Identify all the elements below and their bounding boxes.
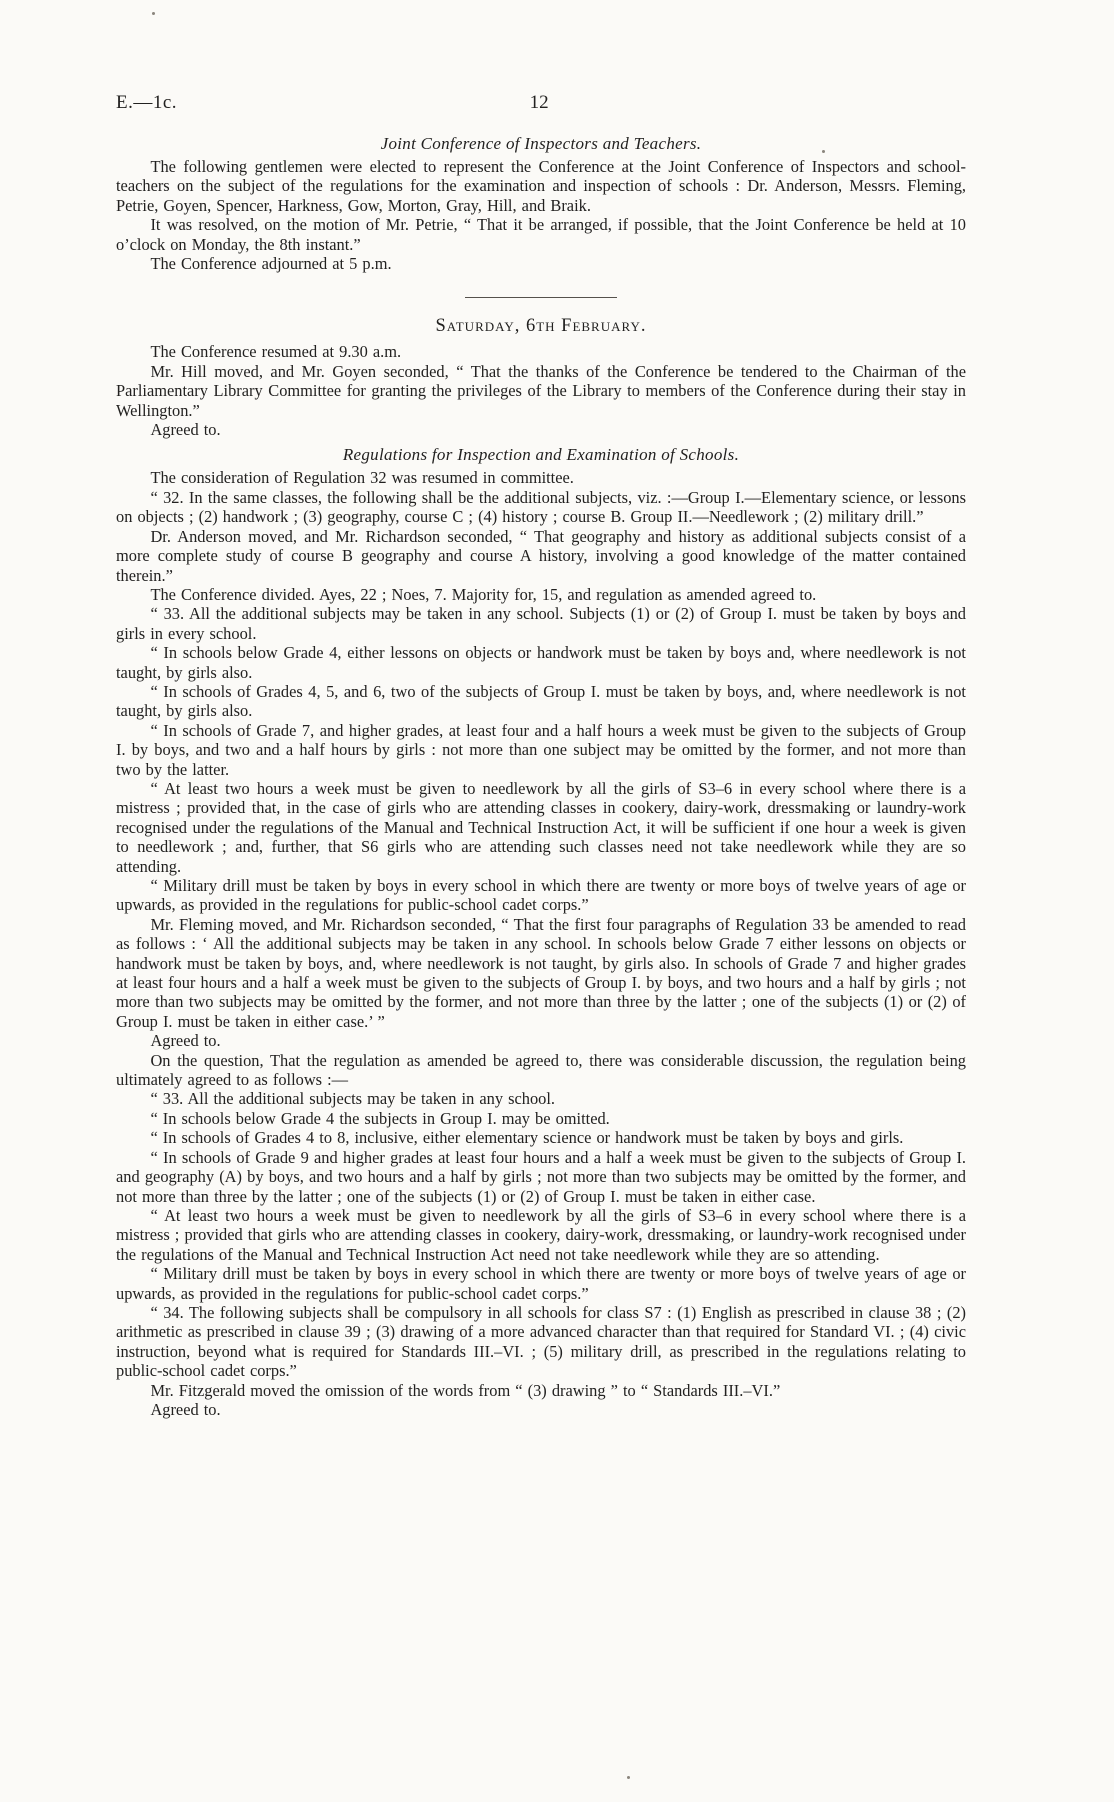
paragraph: Agreed to.	[150, 420, 221, 440]
paragraph: “ At least two hours a week must be given to needlework by all the girls of S3–6 in every school where there is a mistress ; provided that, in the case of girls who are attending classes in cookery, dairy-work, dressmaking or laundry-work recognised under the regulations of the Manual and Technical Instruction Act, it will be sufficient if one hour a week is given to needlework ; and, further, that S6 girls who are attending such classes need not take needlework while they are so attending.	[116, 778, 966, 876]
paragraph: “ In schools of Grades 4, 5, and 6, two of the subjects of Group I. must be taken by boys, and, where needlework is not taught, by girls also.	[116, 681, 966, 721]
conference-section-title: Joint Conference of Inspectors and Teachers.	[380, 134, 702, 153]
paragraph: “ At least two hours a week must be given to needlework by all the girls of S3–6 in every school where there is a mistress ; provided that girls who are attending classes in cookery, dairy-work, dressmaking, or laundry-work recognised under the regulations of the Manual and Technical Instruction Act need not take needlework while they are so attending.	[116, 1205, 966, 1264]
paragraph: Mr. Fleming moved, and Mr. Richardson seconded, “ That the first four paragraphs of Regulation 33 be amended to read as follows : ‘ All the additional subjects may be taken in any school. In schools below Grade 7 either lessons on objects or handwork must be taken by boys, and, where needlework is not taught, by girls also. In schools of Grade 7 and higher grades at least four hours and a half a week must be given to the subjects of Group I. by boys, and two hours and a half by girls ; not more than two subjects may be omitted by the former, and not more than three by the latter ; one of the subjects (1) or (2) of Group I. must be taken in either case.’ ”	[116, 914, 966, 1031]
document-reference: E.—1c.	[116, 92, 178, 113]
paragraph: “ 33. All the additional subjects may be taken in any school. Subjects (1) or (2) of Group I. must be taken by boys and girls in every school.	[116, 604, 966, 643]
saturday-session-heading: Saturday, 6th February.	[435, 316, 647, 337]
paragraph: “ Military drill must be taken by boys in every school in which there are twenty or more boys of twelve years of age or upwards, as provided in the regulations for public-school cadet corps.”	[116, 1264, 966, 1303]
paragraph: The Conference divided. Ayes, 22 ; Noes, 7. Majority for, 15, and regulation as amended agreed to.	[150, 584, 817, 604]
paragraph: The Conference adjourned at 5 p.m.	[150, 254, 392, 274]
paragraph: “ 33. All the additional subjects may be taken in any school.	[150, 1089, 556, 1109]
paragraph: The consideration of Regulation 32 was resumed in committee.	[150, 468, 574, 488]
section-divider	[465, 297, 617, 298]
paragraph: Dr. Anderson moved, and Mr. Richardson seconded, “ That geography and history as additional subjects consist of a more complete study of course B geography and course A history, involving a good knowledge of the matter contained therein.”	[116, 526, 966, 585]
scan-speck	[152, 12, 155, 15]
paragraph: “ In schools below Grade 4, either lessons on objects or handwork must be taken by boys and, where needlework is not taught, by girls also.	[116, 643, 966, 682]
scan-speck	[822, 150, 825, 153]
paragraph: It was resolved, on the motion of Mr. Petrie, “ That it be arranged, if possible, that the Joint Conference be held at 10 o’clock on Monday, the 8th instant.”	[116, 215, 966, 254]
paragraph: “ In schools of Grades 4 to 8, inclusive, either elementary science or handwork must be taken by boys and girls.	[150, 1128, 904, 1148]
page-number: 12	[529, 92, 549, 113]
page-header	[116, 92, 966, 118]
paragraph: On the question, That the regulation as amended be agreed to, there was considerable discussion, the regulation being ultimately agreed to as follows :—	[116, 1050, 966, 1090]
paragraph: Agreed to.	[150, 1031, 221, 1051]
paragraph: “ In schools below Grade 4 the subjects in Group I. may be omitted.	[150, 1108, 610, 1128]
paragraph: The following gentlemen were elected to represent the Conference at the Joint Conference of Inspectors and school-teachers on the subject of the regulations for the examination and inspection of schools : Dr. Anderson, Messrs. Fleming, Petrie, Goyen, Spencer, Harkness, Gow, Morton, Gray, Hill, and Braik.	[116, 157, 966, 215]
paragraph: Agreed to.	[150, 1399, 221, 1419]
paragraph: The Conference resumed at 9.30 a.m.	[150, 342, 402, 362]
paragraph: “ 32. In the same classes, the following shall be the additional subjects, viz. :—Group I.—Elementary science, or lessons on objects ; (2) handwork ; (3) geography, course C ; (4) history ; course B. Group II.—Needlework ; (2) military drill.”	[116, 487, 966, 527]
paragraph: “ 34. The following subjects shall be compulsory in all schools for class S7 : (1) English as prescribed in clause 38 ; (2) arithmetic as prescribed in clause 39 ; (3) drawing of a more advanced character than that required for Standard VI. ; (4) civic instruction, beyond what is required for Standards III.–VI. ; (5) military drill, as prescribed in the regulations relating to public-school cadet corps.”	[116, 1302, 966, 1381]
paragraph: Mr. Fitzgerald moved the omission of the words from “ (3) drawing ” to “ Standards III.–VI.”	[150, 1380, 781, 1400]
paragraph: Mr. Hill moved, and Mr. Goyen seconded, “ That the thanks of the Conference be tendered to the Chairman of the Parliamentary Library Committee for granting the privileges of the Library to members of the Conference during their stay in Wellington.”	[116, 361, 966, 420]
paragraph: “ In schools of Grade 9 and higher grades at least four hours and a half a week must be given to the subjects of Group I. and geography (A) by boys, and two hours and a half by girls ; not more than two subjects may be omitted by the former, and not more than three by the latter ; one of the subjects (1) or (2) of Group I. must be taken in either case.	[116, 1147, 966, 1206]
regulations-section-title: Regulations for Inspection and Examination of Schools.	[342, 445, 740, 465]
paragraph: “ In schools of Grade 7, and higher grades, at least four and a half hours a week must be given to the subjects of Group I. by boys, and two and a half hours by girls : not more than one subject may be omitted by the former, and not more than two by the latter.	[116, 720, 966, 779]
scan-speck	[627, 1776, 630, 1779]
paragraph: “ Military drill must be taken by boys in every school in which there are twenty or more boys of twelve years of age or upwards, as provided in the regulations for public-school cadet corps.”	[116, 876, 966, 915]
